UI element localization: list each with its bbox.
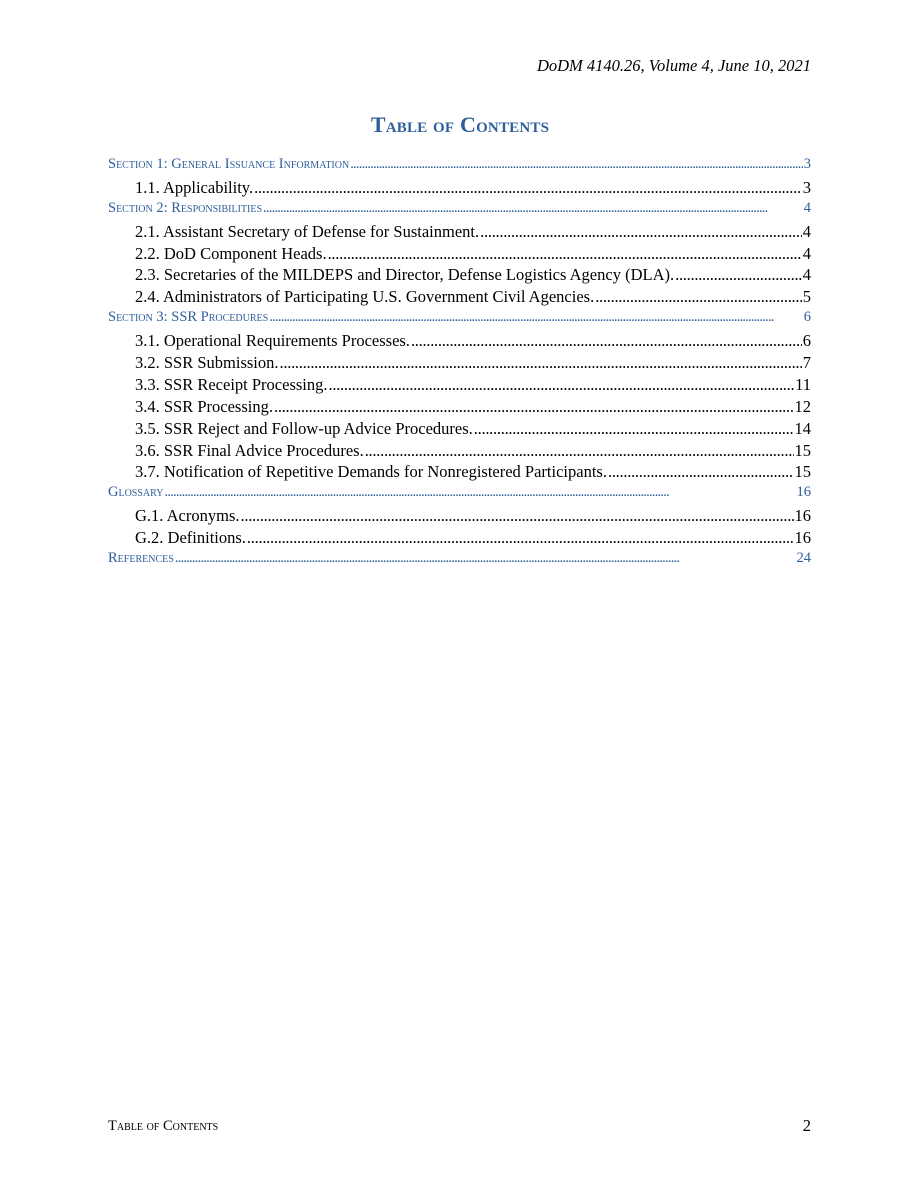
toc-entry-label: 3.4. SSR Processing. [135, 396, 273, 416]
toc-section-link[interactable] [108, 309, 811, 331]
toc-entry-page-number: 16 [794, 528, 811, 548]
dot-leader [411, 331, 802, 351]
toc-entry-page-number: 12 [794, 396, 811, 416]
toc-item-link[interactable] [108, 331, 811, 353]
dot-leader [274, 397, 794, 417]
dot-leader [608, 462, 794, 482]
toc-entry-page-number: 6 [802, 331, 811, 351]
toc-entry-label: 2.1. Assistant Secretary of Defense for Sustainment. [135, 221, 480, 241]
dot-leader [365, 441, 794, 461]
toc-section-link[interactable] [108, 156, 811, 178]
page-title: Table of Contents [370, 112, 550, 137]
dot-leader [269, 309, 803, 326]
toc-item-link[interactable] [108, 397, 811, 419]
toc-entry-page-number: 16 [794, 506, 811, 526]
dot-leader [350, 156, 803, 173]
toc-entry-label: 2.3. Secretaries of the MILDEPS and Director, Defense Logistics Agency (DLA). [135, 265, 675, 285]
toc-entry-label: Section 1: General Issuance Information [108, 156, 350, 172]
dot-leader [175, 550, 796, 567]
dot-leader [280, 353, 802, 373]
toc-item-link[interactable] [108, 265, 811, 287]
table-of-contents [108, 156, 811, 572]
toc-entry-label: 3.2. SSR Submission. [135, 353, 279, 373]
toc-item-link[interactable] [108, 178, 811, 200]
toc-entry-label: 3.5. SSR Reject and Follow-up Advice Procedures. [135, 418, 473, 438]
toc-entry-page-number: 24 [796, 550, 811, 567]
toc-section-link[interactable] [108, 200, 811, 222]
dot-leader [474, 419, 794, 439]
toc-entry-label: 2.4. Administrators of Participating U.S. Government Civil Agencies. [135, 287, 595, 307]
toc-entry-page-number: 11 [795, 374, 811, 394]
dot-leader [595, 287, 802, 307]
dot-leader [165, 484, 796, 501]
toc-entry-page-number: 3 [803, 156, 811, 172]
toc-entry-page-number: 14 [794, 418, 811, 438]
dot-leader [241, 506, 794, 526]
toc-entry-page-number: 15 [794, 462, 811, 482]
toc-entry-label: Section 2: Responsibilities [108, 199, 263, 216]
toc-entry-label: Section 3: SSR Procedures [108, 309, 269, 326]
toc-item-link[interactable] [108, 441, 811, 463]
toc-entry-label: 2.2. DoD Component Heads. [135, 243, 327, 263]
dot-leader [263, 200, 803, 217]
toc-entry-page-number: 4 [802, 243, 811, 263]
toc-entry-label: 3.6. SSR Final Advice Procedures. [135, 440, 364, 460]
toc-item-link[interactable] [108, 528, 811, 550]
toc-entry-page-number: 7 [802, 353, 811, 373]
toc-item-link[interactable] [108, 506, 811, 528]
dot-leader [328, 244, 802, 264]
footer-page-number: 2 [802, 1116, 811, 1135]
toc-entry-page-number: 4 [802, 265, 811, 285]
toc-entry-label: G.2. Definitions. [135, 528, 246, 548]
toc-section-link[interactable] [108, 550, 811, 572]
toc-entry-page-number: 5 [802, 287, 811, 307]
toc-entry-label: G.1. Acronyms. [135, 506, 240, 526]
dot-leader [254, 178, 802, 198]
toc-item-link[interactable] [108, 222, 811, 244]
toc-section-link[interactable] [108, 484, 811, 506]
header-reference: DoDM 4140.26, Volume 4, June 10, 2021 [536, 56, 811, 75]
toc-item-link[interactable] [108, 375, 811, 397]
toc-entry-page-number: 4 [803, 199, 811, 216]
toc-entry-page-number: 6 [803, 309, 811, 326]
toc-entry-label: 3.3. SSR Receipt Processing. [135, 374, 328, 394]
dot-leader [329, 375, 795, 395]
toc-entry-page-number: 4 [802, 221, 811, 241]
toc-entry-label: 3.7. Notification of Repetitive Demands for Nonregistered Participants. [135, 462, 607, 482]
footer-section-label: Table of Contents [108, 1118, 219, 1134]
toc-item-link[interactable] [108, 244, 811, 266]
toc-entry-label: 1.1. Applicability. [135, 177, 254, 197]
toc-entry-label: Glossary [108, 484, 164, 501]
dot-leader [480, 222, 802, 242]
toc-item-link[interactable] [108, 462, 811, 484]
toc-item-link[interactable] [108, 353, 811, 375]
toc-entry-label: References [108, 550, 174, 567]
toc-item-link[interactable] [108, 287, 811, 309]
toc-entry-page-number: 3 [802, 177, 811, 197]
toc-entry-page-number: 15 [794, 440, 811, 460]
dot-leader [247, 528, 794, 548]
dot-leader [675, 265, 802, 285]
toc-entry-label: 3.1. Operational Requirements Processes. [135, 331, 410, 351]
toc-item-link[interactable] [108, 419, 811, 441]
toc-entry-page-number: 16 [796, 484, 811, 501]
